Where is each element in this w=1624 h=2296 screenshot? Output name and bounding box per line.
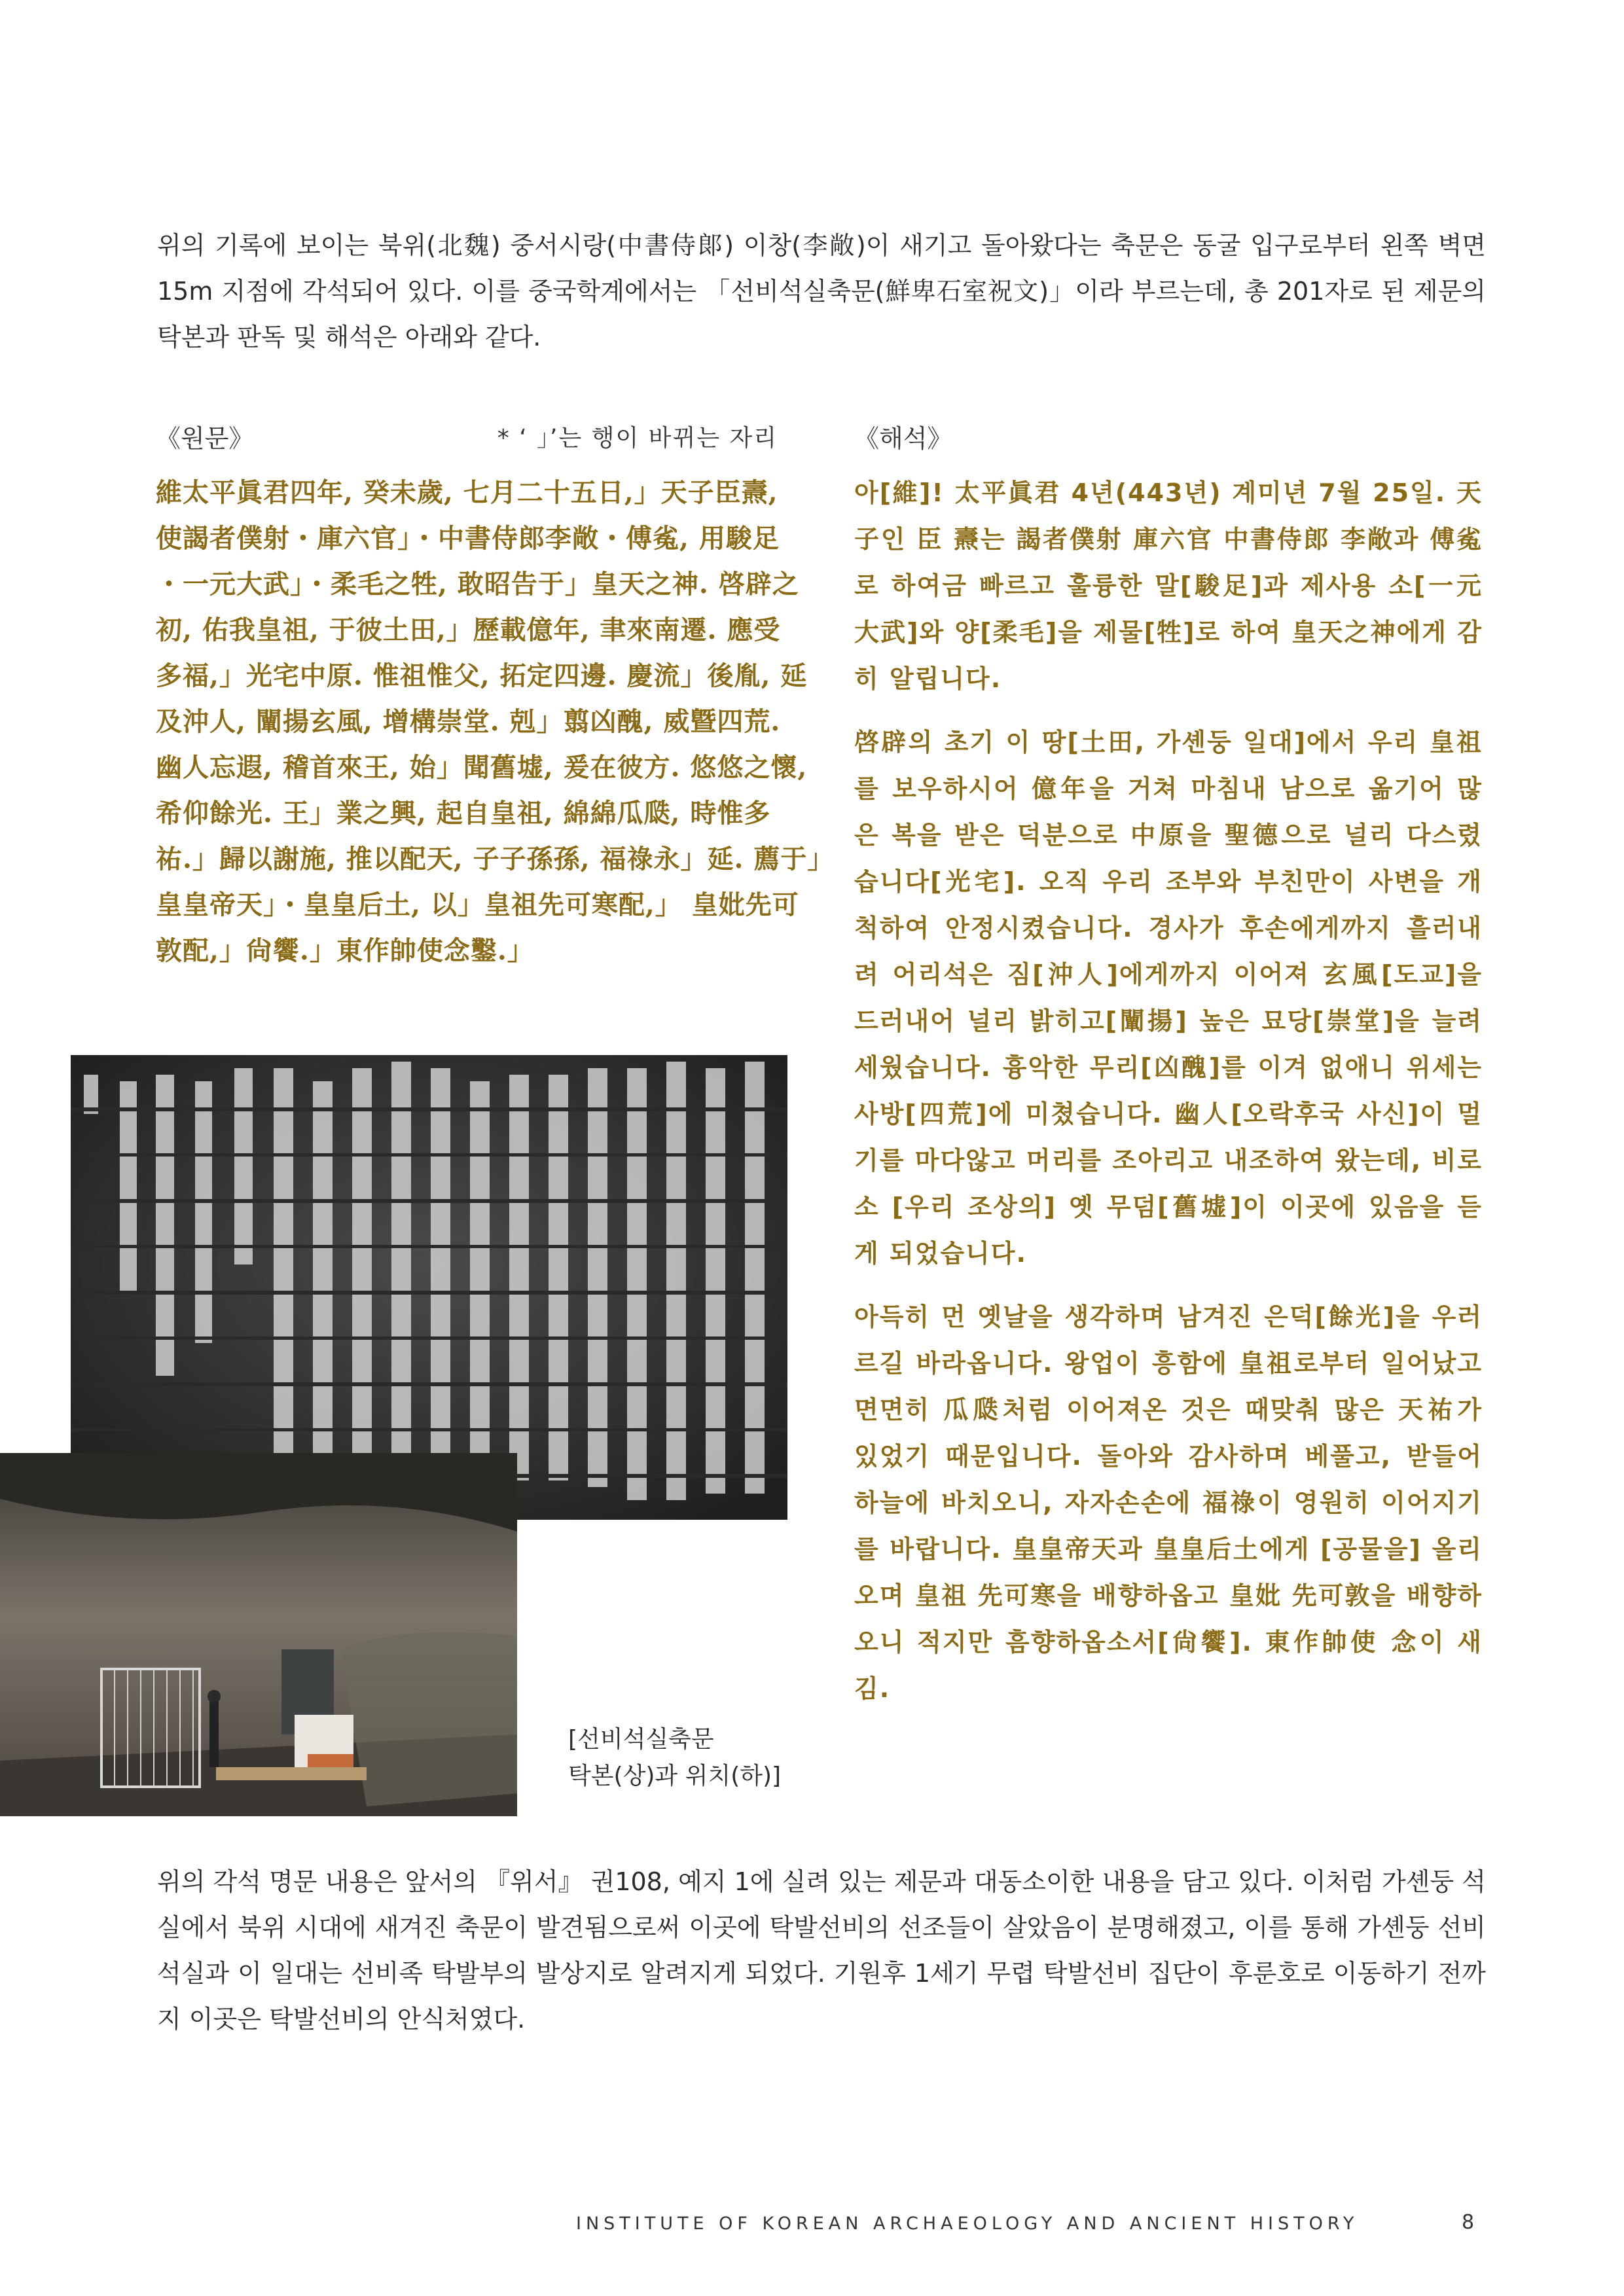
original-line: 希仰餘光. 王」業之興, 起自皇祖, 綿綿瓜瓞, 時惟多: [156, 798, 771, 829]
original-line: 及沖人, 闡揚玄風, 增構崇堂. 剋」翦凶醜, 威曁四荒.: [156, 706, 781, 737]
original-line: 祐.」歸以謝施, 推以配天, 子子孫孫, 福祿永」延. 薦于」: [156, 844, 835, 874]
inscription-rubbing-image: [71, 1055, 787, 1520]
original-text-column: [156, 419, 835, 974]
translation-paragraph: 啓辟의 초기 이 땅[土田, 가셴둥 일대]에서 우리 皇祖를 보우하시어 億年을 거쳐 마침내 남으로 옮기어 많은 복을 받은 덕분으로 中原을 聖德으로 널리 다스렸습니다[光宅]. 오직 우리 조부와 부친만이 사변을 개척하여 안정시켰습니다. 경사가 후손에게까지 흘러내려 어리석은 짐[沖人]에게까지 이어져 玄風[도교]을 드러내어 널리 밝히고[闡揚] 높은 묘당[崇堂]을 늘려 세웠습니다. 흉악한 무리[凶醜]를 이겨 없애니 위세는 사방[四荒]에 미쳤습니다. 幽人[오락후국 사신]이 멀기를 마다않고 머리를 조아리고 내조하여 왔는데, 비로소 [우리 조상의] 옛 무덤[舊墟]이 이곳에 있음을 듣게 되었습니다.: [854, 728, 1483, 1268]
outro-paragraph: 위의 각석 명문 내용은 앞서의 『위서』 권108, 예지 1에 실려 있는 제문과 대동소이한 내용을 담고 있다. 이처럼 가셴둥 석실에서 북위 시대에 새겨진 축문이 발견됨으로써 이곳에 탁발선비의 선조들이 살았음이 분명해졌고, 이를 통해 가셴둥 선비 석실과 이 일대는 선비족 탁발부의 발상지로 알려지게 되었다. 기원후 1세기 무렵 탁발선비 집단이 후룬호로 이동하기 전까지 이곳은 탁발선비의 안식처였다.: [157, 1867, 1486, 2034]
line-break-note: * ‘ 」’는 행이 바뀌는 자리: [497, 425, 778, 452]
translation-heading: 《해석》: [854, 424, 952, 453]
original-line: 多福,」光宅中原. 惟祖惟父, 拓定四邊. 慶流」後胤, 延: [156, 660, 808, 691]
intro-text: [157, 223, 1486, 360]
original-line: 初, 佑我皇祖, 于彼土田,」歷載億年, 聿來南遷. 應受: [156, 615, 781, 645]
caption-line: 탁본(상)과 위치(하)]: [568, 1763, 782, 1789]
caption-line: [선비석실축문: [568, 1726, 714, 1753]
original-heading: 《원문》: [156, 424, 254, 453]
original-line: ・一元大武」・柔毛之牲, 敢昭告于」皇天之神. 啓辟之: [156, 569, 799, 600]
original-line: 幽人忘遐, 稽首來王, 始」聞舊墟, 爰在彼方. 悠悠之懷,: [156, 752, 808, 783]
original-line: 皇皇帝天」・皇皇后土, 以」皇祖先可寒配,」 皇妣先可: [156, 889, 799, 920]
translation-paragraph: 아[維]! 太平眞君 4년(443년) 계미년 7월 25일. 天子인 臣 燾는 謁者僕射 庫六官 中書侍郎 李敞과 傅㝹로 하여금 빠르고 훌륭한 말[駿足]과 제사용 소[一元大武]와 양[柔毛]을 제물[牲]로 하여 皇天之神에게 감히 알립니다.: [854, 478, 1483, 693]
original-line: 維太平眞君四年, 癸未歲, 七月二十五日,」天子臣燾,: [156, 477, 778, 508]
footer-institute: INSTITUTE OF KOREAN ARCHAEOLOGY AND ANCIENT HISTORY: [576, 2214, 1359, 2234]
original-text-block: [156, 470, 835, 974]
outro-text: [157, 1859, 1486, 2042]
translation-paragraph: 아득히 먼 옛날을 생각하며 남겨진 은덕[餘光]을 우러르길 바라옵니다. 왕업이 흥함에 皇祖로부터 일어났고 면면히 瓜瓞처럼 이어져온 것은 때맞춰 많은 天祐가 있었기 때문입니다. 돌아와 감사하며 베풀고, 받들어 하늘에 바치오니, 자자손손에 福祿이 영원히 이어지기를 바랍니다. 皇皇帝天과 皇皇后土에게 [공물을] 올리오며 皇祖 先可寒을 배향하옵고 皇妣 先可敦을 배향하오니 적지만 흠향하옵소서[尙饗]. 東作帥使 念이 새김.: [854, 1302, 1483, 1703]
original-line: 使謁者僕射・庫六官」・中書侍郎李敞・傅㝹, 用駿足: [156, 523, 780, 554]
cave-location-photo: [0, 1453, 517, 1816]
translation-column: [854, 419, 1483, 1729]
intro-paragraph: 위의 기록에 보이는 북위(北魏) 중서시랑(中書侍郞) 이창(李敞)이 새기고 돌아왔다는 축문은 동굴 입구로부터 왼쪽 벽면 15m 지점에 각석되어 있다. 이를 중국학계에서는 「선비석실축문(鮮卑石室祝文)」이라 부르는데, 총 201자로 된 제문의 탁본과 판독 및 해석은 아래와 같다.: [157, 231, 1486, 351]
page-number: 8: [1462, 2211, 1475, 2234]
rubbing-illustration: [71, 1055, 787, 1520]
figure-caption: [568, 1721, 781, 1795]
original-line: 敦配,」尙饗.」東作帥使念鑿.」: [156, 935, 534, 966]
cave-illustration: [0, 1453, 517, 1816]
